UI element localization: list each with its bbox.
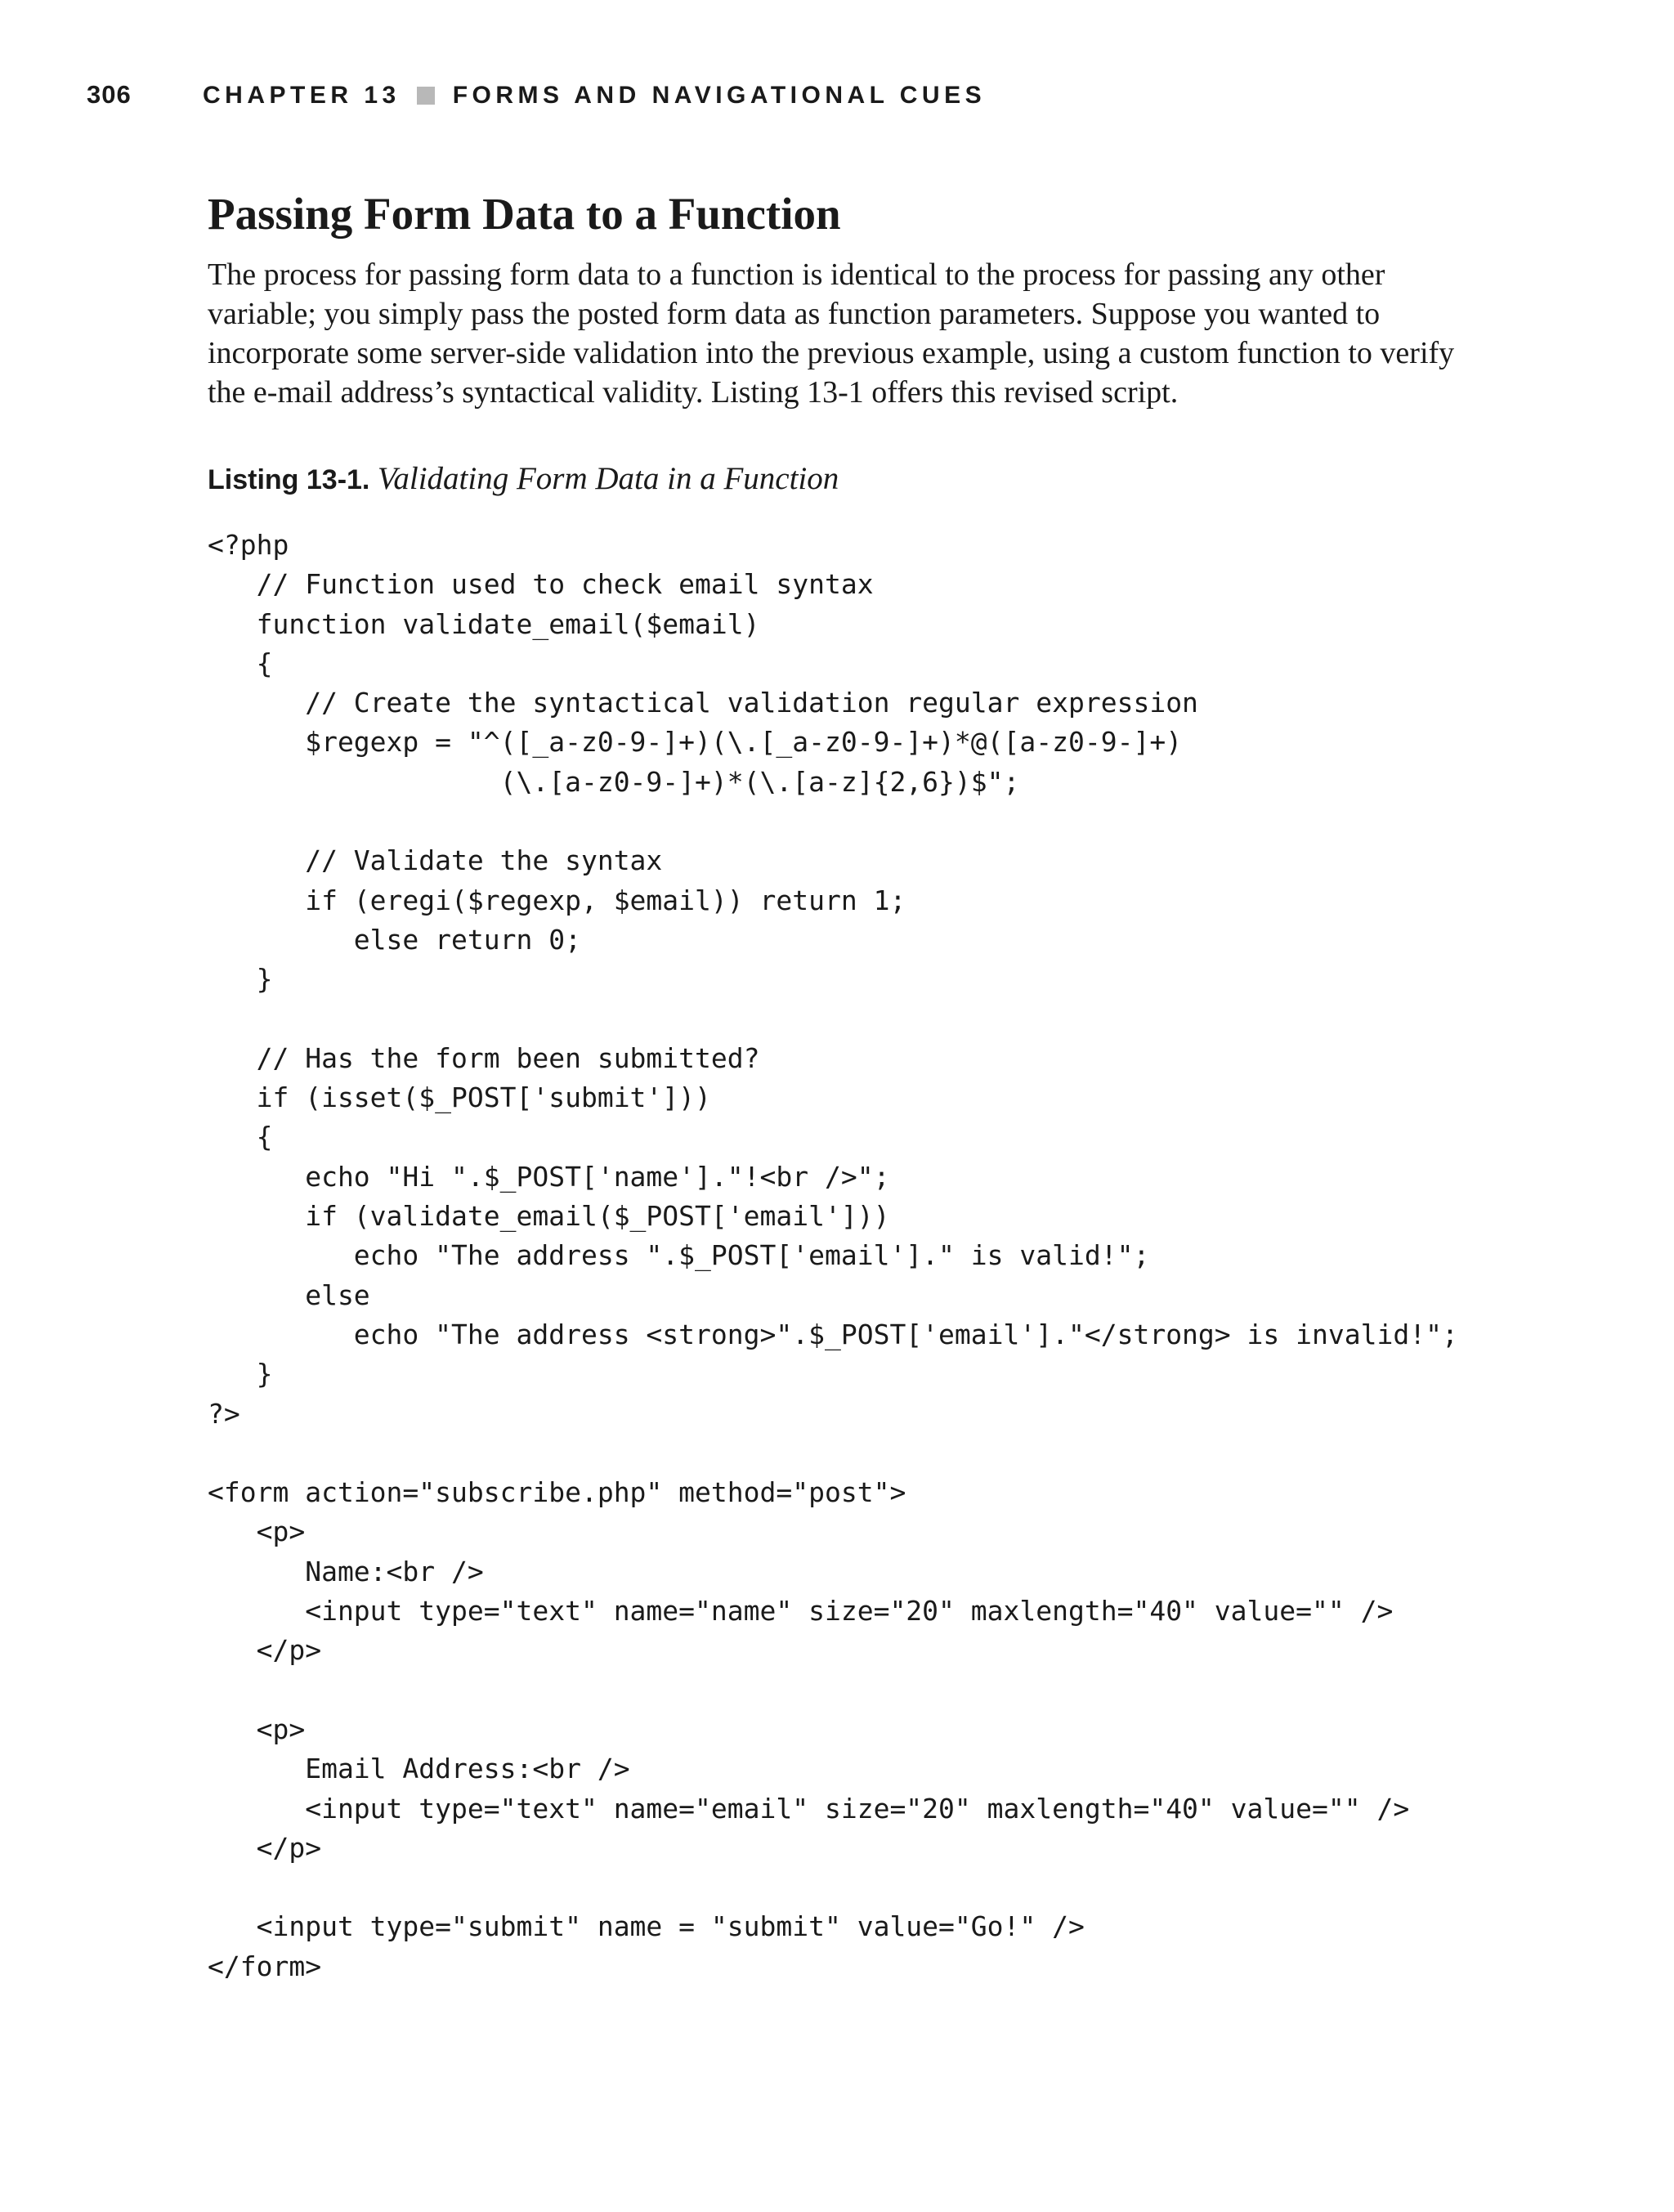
code-listing: <?php // Function used to check email syntax function validate_email($email) { // Create the syntactical validation regular expression $regexp = "^([_a-z0-9-]+)(\.[_a-z0-9-]+)*@([a-z0-9-]+) (\.[a-z0-9-]+)*(\.[a-z]{2,6})$"; // Validate the syntax if (eregi($regexp, $email)) return 1; else return 0; } // Has the form been submitted? if (isset($_POST['submit'])) { echo "Hi ".$_POST['name']."!<br />"; if (validate_email($_POST['email'])) echo "The address ".$_POST['email']." is valid!"; else echo "The address <strong>".$_POST['email']."</strong> is invalid!"; } ?> <form action="subscribe.php" method="post"> <p> Name:<br /> <input type="text" name="name" size="20" maxlength="40" value="" /> </p> <p> Email Address:<br /> <input type="text" name="email" size="20" maxlength="40" value="" /> </p> <input type="submit" name = "submit" value="Go!" /> </form> (208, 529, 1458, 1982)
listing-label: Listing 13-1. (208, 464, 370, 495)
body-paragraph: The process for passing form data to a function is identical to the process for passing any other variable; you simply pass the posted form data as function parameters. Suppose you wanted to incorporate some server-side validation into the previous example, using a custom function to verify the e-mail address’s syntactical validity. Listing 13-1 offers this revised script. (208, 257, 1455, 410)
listing-title: Validating Form Data in a Function (377, 461, 839, 496)
listing-caption (208, 459, 839, 499)
running-header (203, 82, 986, 110)
header-separator-square (417, 87, 435, 105)
page-number: 306 (87, 80, 132, 109)
section-heading: Passing Form Data to a Function (208, 189, 841, 239)
chapter-title: FORMS AND NAVIGATIONAL CUES (452, 82, 987, 109)
chapter-label: CHAPTER 13 (203, 82, 401, 109)
